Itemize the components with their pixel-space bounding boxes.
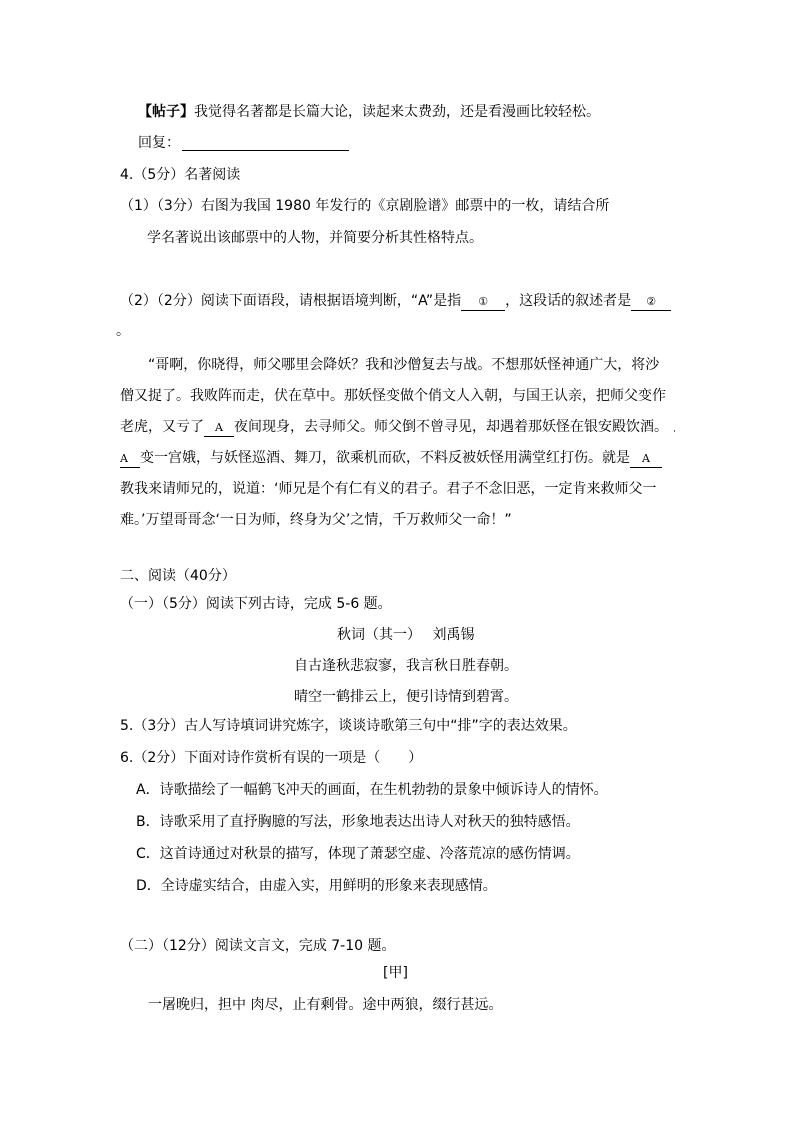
- post-label: 【帖子】: [138, 104, 194, 120]
- option-text: 诗歌采用了直抒胸臆的写法，形象地表达出诗人对秋天的独特感悟。: [159, 814, 580, 830]
- poem-title: 秋词（其一） 刘禹锡: [337, 627, 475, 643]
- q4-title: 4.（5分）名著阅读: [120, 167, 241, 183]
- option-a[interactable]: [136, 781, 608, 799]
- q4-sub2-line: [120, 292, 671, 311]
- passage-line-5: 教我来请师兄的，说道：‘师兄是个有仁有义的君子。君子不念旧恶，一定肯来救师父一: [120, 481, 657, 497]
- stray-mark: [674, 430, 675, 432]
- passage-line-2: 僧又捉了。我败阵而走，伏在草中。那妖怪变做个俏文人入朝，与国王认亲，把师父变作: [120, 388, 666, 404]
- option-label: D．: [136, 878, 161, 894]
- answer-blank-1[interactable]: ①: [461, 293, 505, 311]
- passage-blank-a: A: [120, 450, 140, 468]
- passage-line-3: 老虎，又亏了 A 夜间现身，去寻师父。师父倒不曾寻见，却遇着那妖怪在银安殿饮酒。: [120, 419, 668, 435]
- reply-answer-line[interactable]: [182, 150, 349, 151]
- option-label: B．: [136, 814, 160, 830]
- passage-blank-a: A: [204, 419, 234, 437]
- option-text: 诗歌描绘了一幅鹤飞冲天的画面，在生机勃勃的景象中倾诉诗人的情怀。: [159, 782, 608, 798]
- passage-line-6: 难。’万望哥哥念‘一日为师，终身为父’之情，千万救师父一命！”: [120, 512, 512, 528]
- option-b[interactable]: [136, 813, 580, 831]
- part2-subtitle: [甲]: [383, 965, 408, 981]
- reply-label: 回复：: [138, 135, 180, 151]
- option-label: C．: [136, 846, 160, 862]
- part1-title: （一）（5分）阅读下列古诗，完成 5-6 题。: [120, 596, 392, 612]
- q4-sub1-line2: 学名著说出该邮票中的人物，并简要分析其性格特点。: [147, 230, 483, 246]
- post-text: 我觉得名著都是长篇大论，读起来太费劲，还是看漫画比较轻松。: [194, 104, 600, 120]
- post-line: [138, 103, 600, 121]
- q5: 5.（3分）古人写诗填词讲究炼字，谈谈诗歌第三句中“排”字的表达效果。: [120, 718, 577, 734]
- q4-sub2-part2: ，这段话的叙述者是: [505, 293, 632, 309]
- part2-title: （二）（12分）阅读文言文，完成 7-10 题。: [120, 938, 396, 954]
- classical-text-line-1: 一屠晚归，担中 肉尽，止有剩骨。途中两狼，缀行甚远。: [148, 997, 503, 1013]
- q4-sub1-line1: （1）（3分）右图为我国 1980 年发行的《京剧脸谱》邮票中的一枚，请结合所: [120, 198, 610, 214]
- option-label: A．: [136, 782, 160, 798]
- section2-title: 二、阅读（40分）: [120, 568, 236, 584]
- q4-sub2-part1: （2）（2分）阅读下面语段，请根据语境判断，“A”是指: [120, 293, 462, 309]
- passage-line-1: “哥啊，你晓得，师父哪里会降妖？我和沙僧复去与战。不想那妖怪神通广大，将沙: [148, 357, 660, 373]
- passage-blank-a: A: [630, 450, 662, 468]
- answer-blank-2[interactable]: ②: [631, 293, 671, 311]
- option-c[interactable]: [136, 845, 580, 863]
- passage-line-4: A 变一宫娥，与妖怪巡酒、舞刀，欲乘机而砍，不料反被妖怪用满堂红打伤。就是 A: [120, 449, 662, 468]
- q6: 6.（2分）下面对诗作赏析有误的一项是（ ）: [120, 750, 423, 766]
- poem-line-2: 晴空一鹤排云上，便引诗情到碧霄。: [294, 689, 518, 705]
- option-d[interactable]: [136, 877, 497, 895]
- option-text: 全诗虚实结合，由虚入实，用鲜明的形象来表现感情。: [160, 878, 497, 894]
- q4-sub2-end: 。: [116, 323, 130, 339]
- option-text: 这首诗通过对秋景的描写，体现了萧瑟空虚、冷落荒凉的感伤情调。: [159, 846, 580, 862]
- poem-line-1: 自古逢秋悲寂寥，我言秋日胜春朝。: [294, 658, 518, 674]
